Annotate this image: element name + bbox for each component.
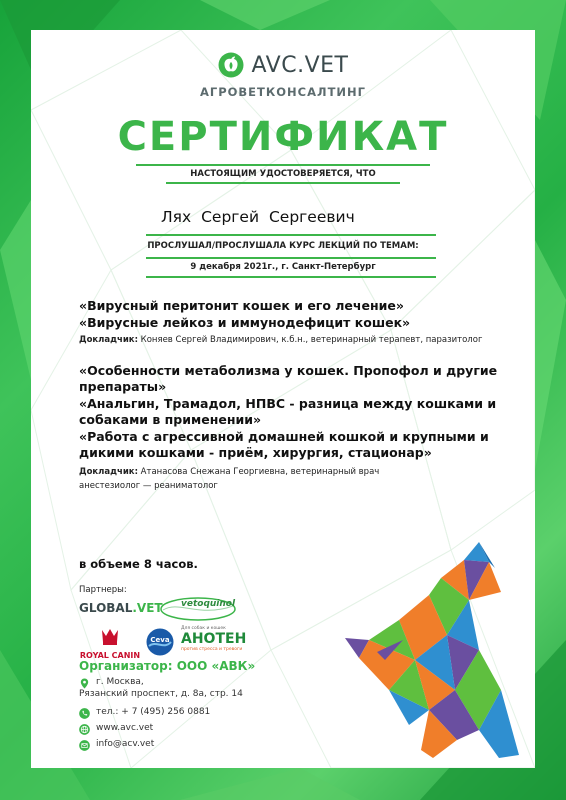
course-volume: в объеме 8 часов.	[79, 557, 198, 571]
location-pin-icon	[79, 678, 90, 689]
ceva-text: Ceva	[150, 636, 170, 644]
address-city: г. Москва,	[96, 677, 144, 687]
name-rule	[146, 234, 436, 236]
contact-address	[79, 677, 243, 699]
lecture-speaker	[79, 465, 519, 493]
certificate-title: СЕРТИФИКАТ	[117, 114, 449, 160]
logo	[31, 52, 535, 78]
phone-icon	[79, 708, 90, 719]
speaker-name: Коняев Сергей Владимирович, к.б.н., ветеринарный терапевт, паразитолог	[140, 335, 483, 345]
lecture-topic: «Особенности метаболизма у кошек. Пропофол и другие препараты»	[79, 363, 498, 394]
company-subtitle: АГРОВЕТКОНСАЛТИНГ	[199, 85, 366, 99]
globalvet-text: GLOBAL	[79, 601, 133, 615]
anoten-text: АНОТЕН	[181, 631, 247, 647]
website-link[interactable]: www.avc.vet	[96, 723, 154, 733]
certify-rule	[166, 182, 400, 184]
speaker-label: Докладчик:	[79, 335, 138, 345]
speaker-name: Атанасова Снежана Георгиевна, ветеринарный врач	[140, 467, 380, 477]
lecture-topic: «Вирусные лейкоз и иммунодефицит кошек»	[79, 315, 411, 330]
globalvet-suffix: .VET	[132, 601, 163, 615]
lecture-topic: «Вирусный перитонит кошек и его лечение»	[79, 298, 404, 313]
date-place: 9 декабря 2021г., г. Санкт-Петербург	[190, 262, 376, 272]
certify-text: НАСТОЯЩИМ УДОСТОВЕРЯЕТСЯ, ЧТО	[190, 169, 376, 179]
contact-email	[79, 739, 154, 751]
contact-phone	[79, 707, 210, 719]
anoten-tagline: против стресса и тревоги	[181, 647, 243, 652]
participant-name: Лях Сергей Сергеевич	[161, 208, 355, 226]
contact-website	[79, 723, 153, 735]
email-link[interactable]: info@acv.vet	[96, 739, 155, 749]
title-rule	[136, 164, 430, 166]
lecture-speaker	[79, 333, 519, 347]
partners-label: Партнеры:	[79, 585, 127, 595]
royal-canin-text: ROYAL CANIN	[79, 651, 141, 660]
partner-anoten-logo	[181, 626, 261, 652]
geometric-dog-illustration	[329, 540, 519, 760]
logo-text: AVC.VET	[251, 52, 349, 78]
apple-leaf-icon	[218, 52, 244, 78]
attended-text: ПРОСЛУШАЛ/ПРОСЛУШАЛА КУРС ЛЕКЦИЙ ПО ТЕМАМ:	[147, 241, 419, 251]
organizer-title: Организатор: ООО «АВК»	[79, 659, 256, 673]
anoten-caption: Для собак и кошек	[181, 626, 226, 631]
date-rule	[146, 276, 436, 278]
address-street: Рязанский проспект, д. 8а, стр. 14	[79, 689, 243, 699]
lecture-topic: «Анальгин, Трамадол, НПВС - разница между кошками и собаками в применении»	[79, 396, 497, 427]
speaker-specialty: анестезиолог — реаниматолог	[79, 481, 218, 491]
partner-globalvet-logo	[79, 601, 163, 615]
mail-icon	[79, 740, 90, 751]
certificate-sheet	[31, 30, 535, 768]
globe-icon	[79, 724, 90, 735]
phone-number: тел.: + 7 (495) 256 0881	[96, 707, 211, 717]
lecture-topic: «Работа с агрессивной домашней кошкой и крупными и дикими кошками - приём, хирургия, стационар»	[79, 429, 489, 460]
attended-rule	[146, 257, 436, 259]
vetoquinol-text: vetoquinol	[181, 599, 236, 609]
speaker-label: Докладчик:	[79, 467, 138, 477]
